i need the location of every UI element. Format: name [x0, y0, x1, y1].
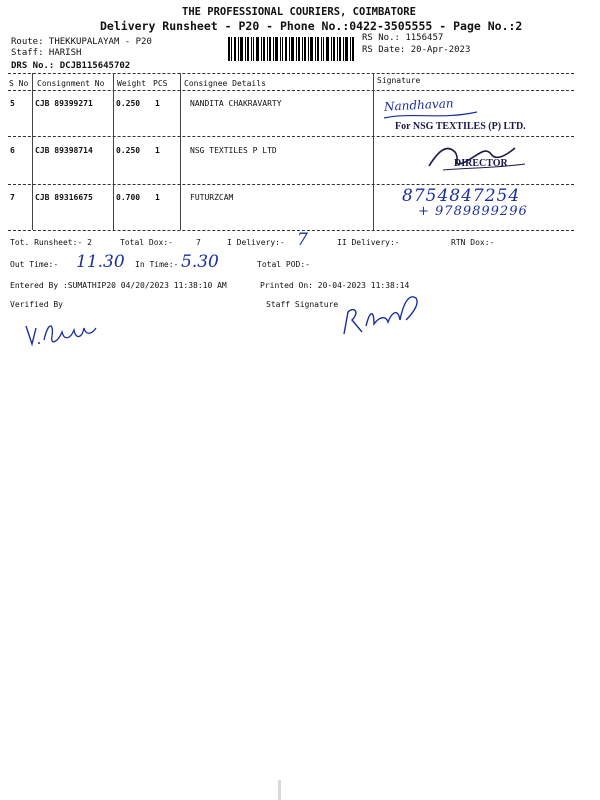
total-dox-value: 7 — [196, 238, 201, 247]
col-header-consignment: Consignment No — [37, 79, 105, 88]
rtn-dox-label: RTN Dox:- — [451, 238, 495, 247]
route-info: Route: THEKKUPALAYAM - P20 — [11, 37, 152, 47]
row-consignment: CJB 89399271 — [35, 99, 93, 108]
handwritten-phone-2: + 9789899296 — [418, 204, 528, 219]
table-top-rule — [8, 73, 574, 74]
row-sno: 5 — [10, 99, 15, 108]
total-pod-label: Total POD:- — [257, 260, 310, 269]
col-header-sno: S No — [9, 79, 29, 88]
table-bottom-rule — [8, 230, 574, 231]
out-time-value: 11.30 — [76, 252, 125, 272]
col-header-consignee: Consignee Details — [184, 79, 266, 88]
staff-signature-label: Staff Signature — [266, 300, 339, 309]
barcode — [228, 37, 356, 61]
rs-number: RS No.: 1156457 — [362, 33, 444, 43]
drs-number: DRS No.: DCJB115645702 — [11, 61, 131, 71]
row-consignee: NANDITA CHAKRAVARTY — [190, 99, 282, 108]
header-bottom-rule — [8, 90, 574, 91]
verified-by-label: Verified By — [10, 300, 63, 309]
company-stamp: For NSG TEXTILES (P) LTD. — [395, 121, 526, 132]
row-sno: 6 — [10, 146, 15, 155]
row-pcs: 1 — [155, 146, 160, 155]
in-time-label: In Time:- — [135, 260, 179, 269]
col-sep-4 — [373, 73, 374, 230]
in-time-value: 5.30 — [181, 252, 219, 272]
staff-info: Staff: HARISH — [11, 48, 82, 58]
handwritten-phone-1: 8754847254 — [402, 186, 521, 206]
director-signature-scribble — [425, 138, 535, 176]
col-sep-3 — [180, 73, 181, 230]
runsheet-title: Delivery Runsheet - P20 - Phone No.:0422-3505555 - Page No.:2 — [100, 19, 523, 33]
total-runsheet: Tot. Runsheet:- 2 — [10, 238, 92, 247]
entered-by: Entered By :SUMATHIP20 04/20/2023 11:38:10 AM — [10, 281, 227, 290]
i-delivery-value: 7 — [297, 230, 308, 250]
col-header-pcs: PCS — [153, 79, 168, 88]
company-title: THE PROFESSIONAL COURIERS, COIMBATORE — [182, 6, 416, 18]
printed-on: Printed On: 20-04-2023 11:38:14 — [260, 281, 410, 290]
scan-edge-mark — [278, 780, 281, 800]
ii-delivery-label: II Delivery:- — [337, 238, 400, 247]
col-sep-1 — [32, 73, 33, 230]
row-weight: 0.700 — [116, 193, 141, 202]
row-rule-2 — [8, 184, 574, 185]
row-consignment: CJB 89316675 — [35, 193, 93, 202]
row-pcs: 1 — [155, 193, 160, 202]
verifier-signature — [24, 316, 106, 350]
row-consignment: CJB 89398714 — [35, 146, 93, 155]
row-weight: 0.250 — [116, 99, 141, 108]
col-header-signature: Signature — [377, 76, 421, 85]
i-delivery-label: I Delivery:- — [227, 238, 285, 247]
col-sep-2 — [113, 73, 114, 230]
col-header-weight: Weight — [117, 79, 146, 88]
director-stamp: DIRECTOR — [454, 158, 508, 169]
row-weight: 0.250 — [116, 146, 141, 155]
row-consignee: NSG TEXTILES P LTD — [190, 146, 277, 155]
row-pcs: 1 — [155, 99, 160, 108]
row1-handwritten-signature: Nandhavan — [383, 96, 454, 114]
row-rule-1 — [8, 136, 574, 137]
rs-date: RS Date: 20-Apr-2023 — [362, 45, 471, 55]
row-consignee: FUTURZCAM — [190, 193, 234, 202]
total-dox-label: Total Dox:- — [120, 238, 173, 247]
staff-signature-scribble — [340, 290, 430, 340]
row-sno: 7 — [10, 193, 15, 202]
out-time-label: Out Time:- — [10, 260, 59, 269]
